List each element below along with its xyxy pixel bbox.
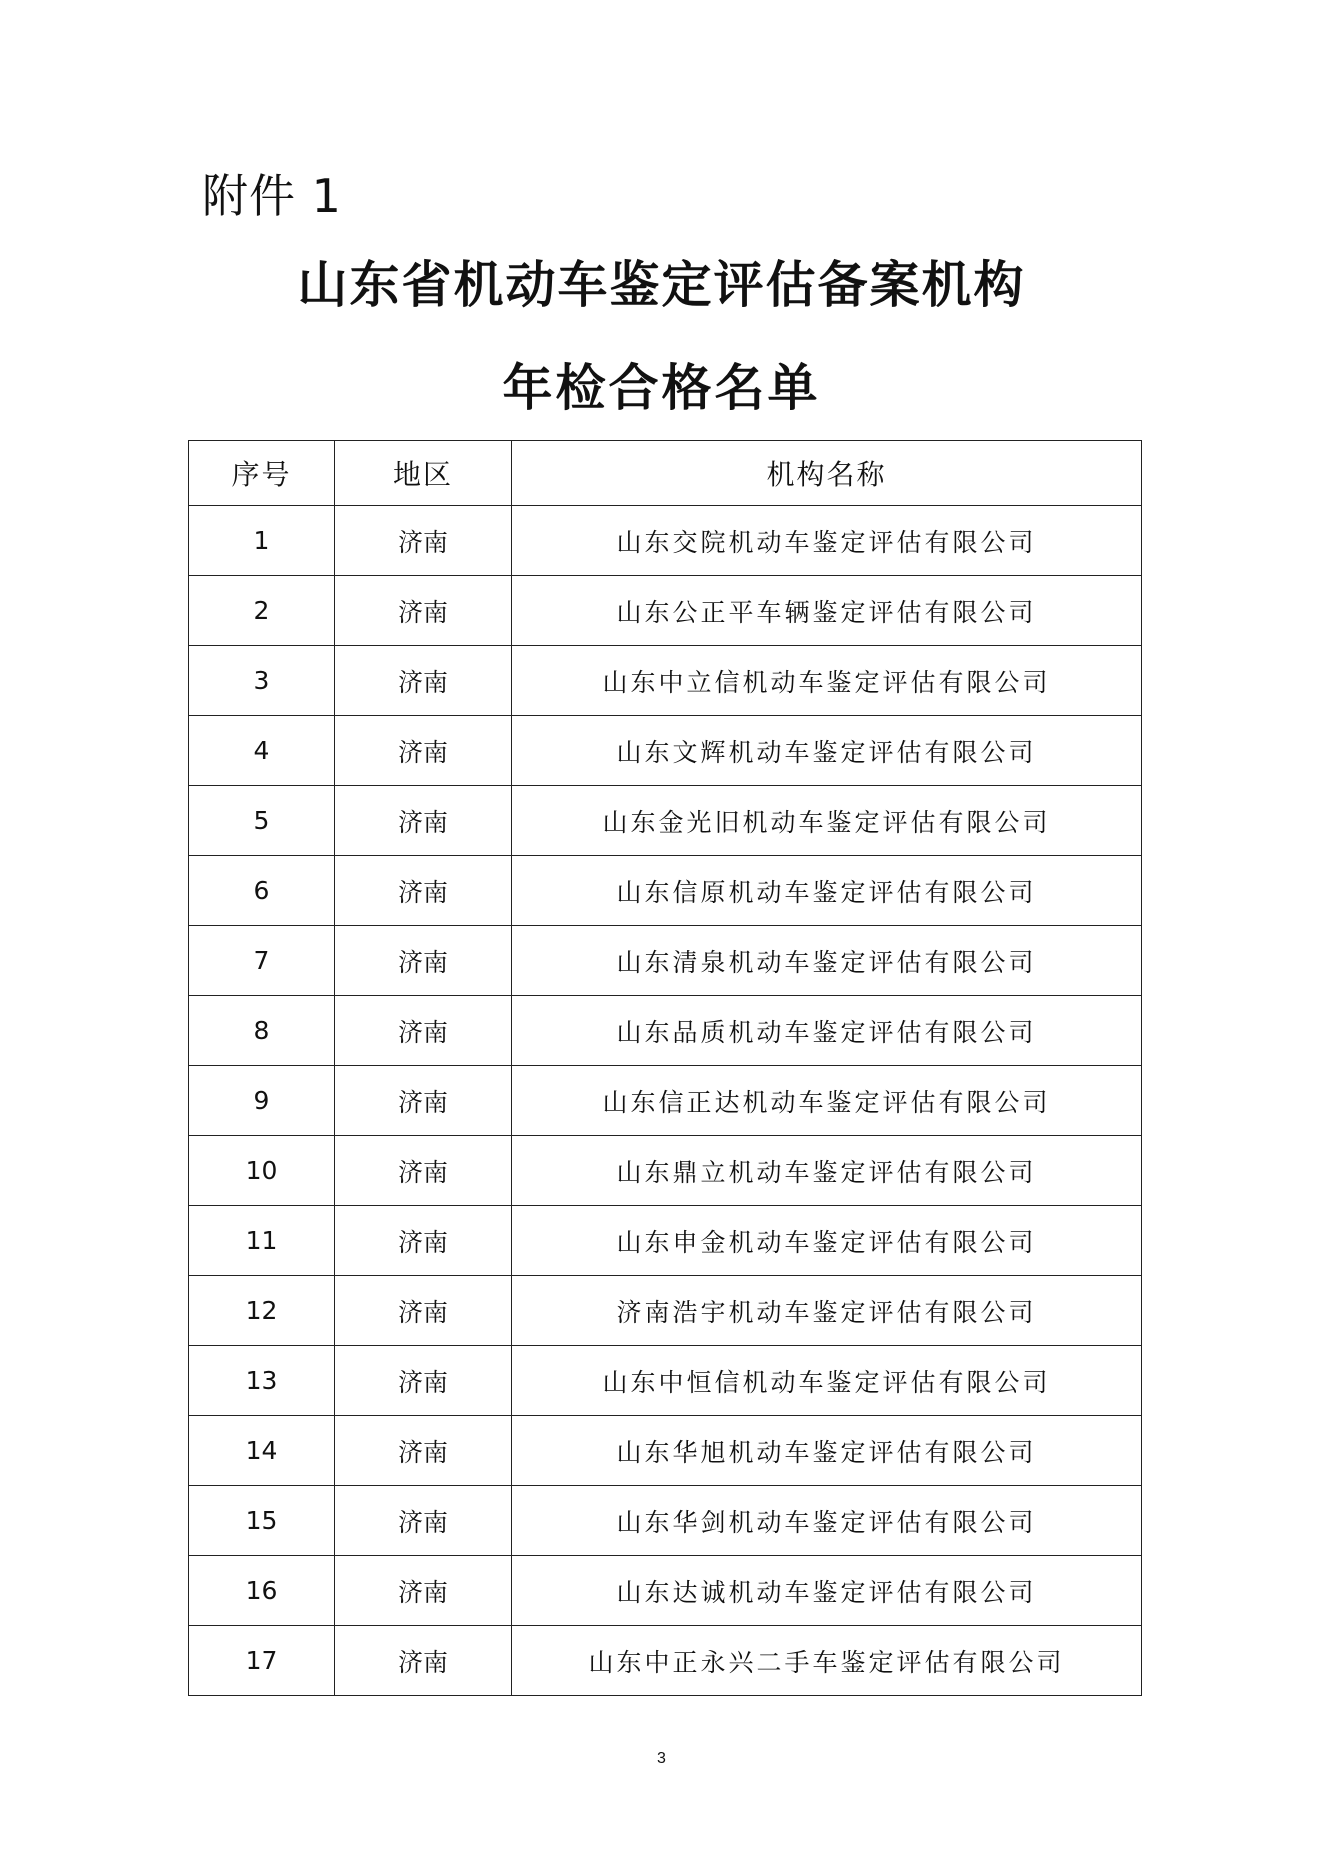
cell-name: 山东鼎立机动车鉴定评估有限公司 — [512, 1136, 1142, 1206]
page-number: 3 — [657, 1750, 666, 1767]
table-row — [189, 996, 1142, 1066]
table-row — [189, 1416, 1142, 1486]
cell-name: 山东文辉机动车鉴定评估有限公司 — [512, 716, 1142, 786]
table-row — [189, 1626, 1142, 1696]
cell-name: 山东清泉机动车鉴定评估有限公司 — [512, 926, 1142, 996]
cell-name: 山东信原机动车鉴定评估有限公司 — [512, 856, 1142, 926]
table-row — [189, 1276, 1142, 1346]
table-row — [189, 786, 1142, 856]
cell-name: 山东申金机动车鉴定评估有限公司 — [512, 1206, 1142, 1276]
cell-number: 4 — [189, 716, 335, 786]
cell-number: 5 — [189, 786, 335, 856]
cell-region: 济南 — [335, 996, 512, 1066]
cell-name: 山东公正平车辆鉴定评估有限公司 — [512, 576, 1142, 646]
cell-region: 济南 — [335, 926, 512, 996]
cell-name: 山东华旭机动车鉴定评估有限公司 — [512, 1416, 1142, 1486]
cell-region: 济南 — [335, 856, 512, 926]
cell-region: 济南 — [335, 1416, 512, 1486]
cell-region: 济南 — [335, 576, 512, 646]
table-row — [189, 1066, 1142, 1136]
cell-name: 山东华剑机动车鉴定评估有限公司 — [512, 1486, 1142, 1556]
table-header-row — [189, 441, 1142, 506]
cell-name: 山东交院机动车鉴定评估有限公司 — [512, 506, 1142, 576]
cell-number: 1 — [189, 506, 335, 576]
table-row — [189, 506, 1142, 576]
table-row — [189, 1346, 1142, 1416]
cell-region: 济南 — [335, 506, 512, 576]
institution-table — [188, 440, 1142, 1696]
cell-region: 济南 — [335, 1066, 512, 1136]
table-row — [189, 716, 1142, 786]
cell-number: 2 — [189, 576, 335, 646]
cell-number: 11 — [189, 1206, 335, 1276]
cell-region: 济南 — [335, 1206, 512, 1276]
cell-number: 16 — [189, 1556, 335, 1626]
cell-region: 济南 — [335, 786, 512, 856]
cell-number: 15 — [189, 1486, 335, 1556]
cell-number: 9 — [189, 1066, 335, 1136]
table-row — [189, 1136, 1142, 1206]
document-title-line-2: 年检合格名单 — [502, 358, 821, 417]
cell-number: 8 — [189, 996, 335, 1066]
table-row — [189, 926, 1142, 996]
cell-name: 山东中恒信机动车鉴定评估有限公司 — [512, 1346, 1142, 1416]
table-row — [189, 856, 1142, 926]
column-header-number: 序号 — [189, 441, 335, 506]
table-row — [189, 1556, 1142, 1626]
cell-name: 山东品质机动车鉴定评估有限公司 — [512, 996, 1142, 1066]
cell-region: 济南 — [335, 1276, 512, 1346]
cell-region: 济南 — [335, 1486, 512, 1556]
cell-region: 济南 — [335, 1346, 512, 1416]
cell-number: 14 — [189, 1416, 335, 1486]
cell-number: 10 — [189, 1136, 335, 1206]
cell-number: 3 — [189, 646, 335, 716]
cell-region: 济南 — [335, 646, 512, 716]
cell-number: 7 — [189, 926, 335, 996]
table-row — [189, 1486, 1142, 1556]
cell-region: 济南 — [335, 716, 512, 786]
cell-number: 12 — [189, 1276, 335, 1346]
cell-number: 17 — [189, 1626, 335, 1696]
cell-name: 山东中立信机动车鉴定评估有限公司 — [512, 646, 1142, 716]
cell-name: 山东中正永兴二手车鉴定评估有限公司 — [512, 1626, 1142, 1696]
cell-name: 山东金光旧机动车鉴定评估有限公司 — [512, 786, 1142, 856]
attachment-label: 附件 1 — [202, 169, 342, 223]
cell-region: 济南 — [335, 1136, 512, 1206]
column-header-name: 机构名称 — [512, 441, 1142, 506]
cell-region: 济南 — [335, 1626, 512, 1696]
table-row — [189, 576, 1142, 646]
cell-name: 济南浩宇机动车鉴定评估有限公司 — [512, 1276, 1142, 1346]
table-row — [189, 1206, 1142, 1276]
cell-name: 山东达诚机动车鉴定评估有限公司 — [512, 1556, 1142, 1626]
cell-number: 6 — [189, 856, 335, 926]
cell-number: 13 — [189, 1346, 335, 1416]
cell-region: 济南 — [335, 1556, 512, 1626]
cell-name: 山东信正达机动车鉴定评估有限公司 — [512, 1066, 1142, 1136]
document-title-line-1: 山东省机动车鉴定评估备案机构 — [297, 255, 1026, 314]
column-header-region: 地区 — [335, 441, 512, 506]
table-row — [189, 646, 1142, 716]
